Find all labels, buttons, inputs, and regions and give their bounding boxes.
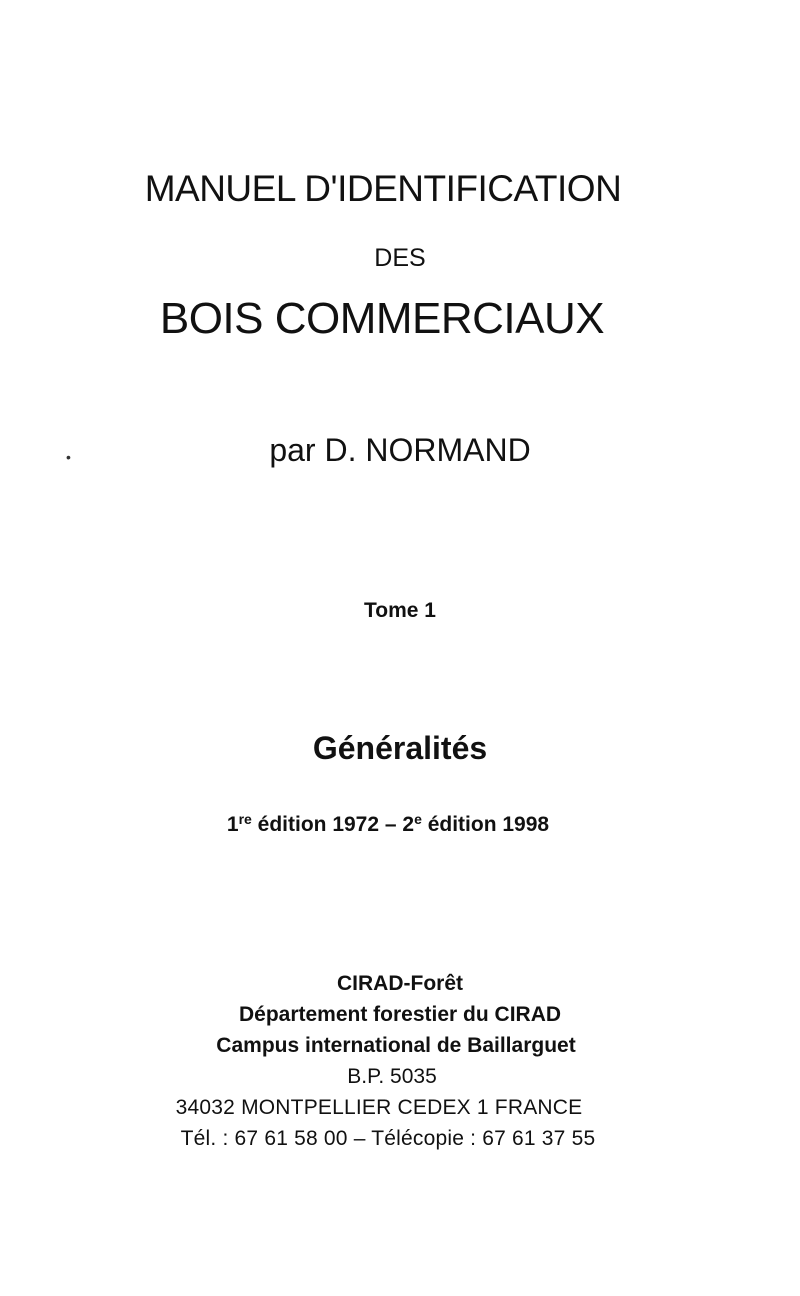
- first-edition-text: édition 1972 –: [251, 813, 403, 836]
- publisher-campus: Campus international de Baillarguet: [216, 1034, 576, 1057]
- publisher-name: CIRAD-Forêt: [337, 972, 463, 995]
- second-edition-number: 2: [402, 813, 415, 836]
- publisher-po-box: B.P. 5035: [347, 1065, 437, 1088]
- book-title-line-2: DES: [374, 244, 426, 272]
- second-edition-ordinal: e: [414, 811, 422, 827]
- publisher-city: 34032 MONTPELLIER CEDEX 1 FRANCE: [175, 1096, 583, 1119]
- book-title-line-1: MANUEL D'IDENTIFICATION: [144, 168, 622, 209]
- first-edition-number: 1: [226, 813, 239, 836]
- publisher-department: Département forestier du CIRAD: [238, 1003, 562, 1026]
- second-edition-text: édition 1998: [421, 813, 550, 836]
- volume-label: Tome 1: [364, 599, 436, 622]
- section-title: Généralités: [312, 730, 488, 766]
- print-speck-mark: •: [66, 449, 71, 465]
- publisher-phone-fax: Tél. : 67 61 58 00 – Télécopie : 67 61 37 55: [180, 1127, 596, 1150]
- author-line: par D. NORMAND: [269, 432, 531, 468]
- first-edition-ordinal: re: [238, 811, 252, 827]
- edition-history: [0, 811, 788, 836]
- book-title-line-3: BOIS COMMERCIAUX: [159, 294, 605, 343]
